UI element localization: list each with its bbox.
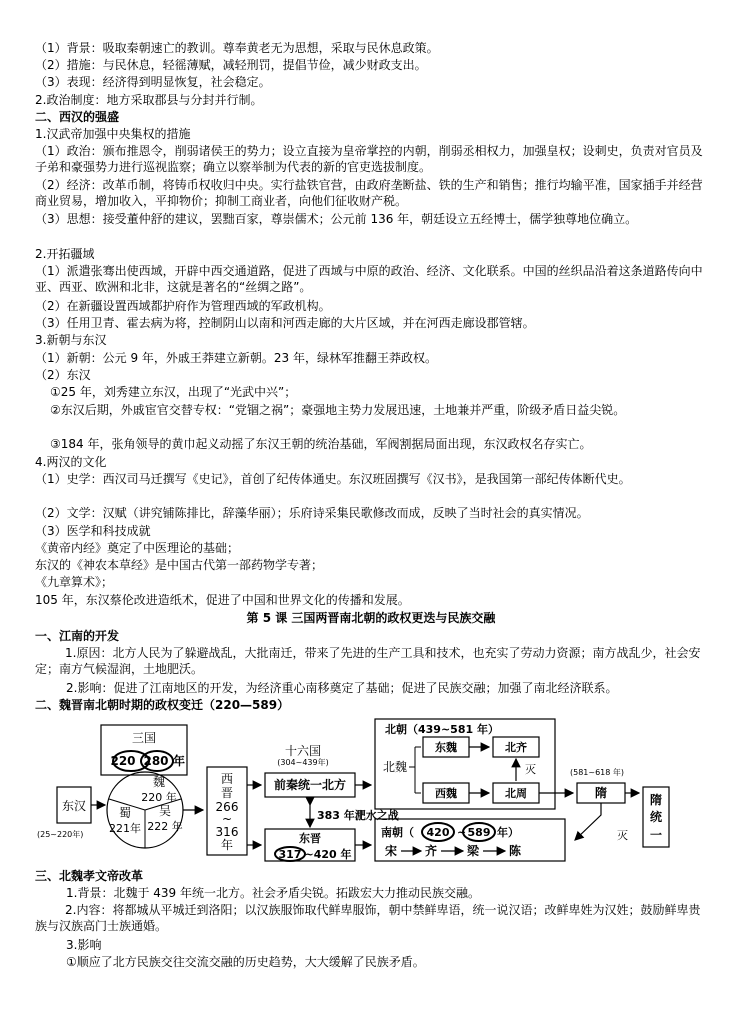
text-line: （2）措施：与民休息，轻徭薄赋，减轻刑罚，提倡节俭，减少财政支出。 bbox=[35, 58, 427, 72]
qi-label: 齐 bbox=[425, 844, 438, 858]
text-line: （3）医学和科技成就 bbox=[35, 524, 151, 538]
shiliuguo-label: 十六国 bbox=[284, 744, 322, 758]
nanchao-year-close: 年） bbox=[497, 826, 519, 839]
xijin-1: 西 bbox=[220, 772, 234, 786]
qianqin-label: 前秦统一北方 bbox=[273, 778, 347, 792]
year-280: 280 bbox=[143, 754, 169, 768]
text-line: 3.新朝与东汉 bbox=[35, 333, 107, 347]
text-line: 《九章算术》； bbox=[35, 575, 114, 589]
text-line: （2）在新疆设置西域都护府作为管理西域的军政机构。 bbox=[35, 299, 331, 313]
xijin-3: 266 bbox=[215, 800, 239, 814]
donghan-years: (25~220年) bbox=[37, 830, 84, 839]
text-line: 1.背景：北魏于 439 年统一北方。社会矛盾尖锐。拓跋宏大力推动民族交融。 bbox=[66, 886, 480, 900]
dongjin-end: ~420 年 bbox=[304, 848, 352, 861]
paragraph: 1.原因：北方人民为了躲避战乱，大批南迁，带来了先进的生产工具和技术，也充实了劳动力资源；南方战乱少，社会安定；南方气候湿润，土地肥沃。 bbox=[35, 646, 701, 676]
text-line: 1.汉武帝加强中央集权的措施 bbox=[35, 127, 191, 141]
xiwei-label: 西魏 bbox=[435, 787, 457, 800]
wei-label: 魏 bbox=[152, 775, 166, 789]
text-line: ①25 年，刘秀建立东汉，出现了“光武中兴”； bbox=[50, 385, 297, 399]
text-line: 2.政治制度：地方采取郡县与分封并行制。 bbox=[35, 93, 263, 107]
beiwei-label: 北魏 bbox=[383, 760, 408, 774]
text-line: 4.两汉的文化 bbox=[35, 455, 107, 469]
section-heading: 一、江南的开发 bbox=[35, 629, 120, 643]
sui-years: (581~618 年) bbox=[569, 768, 625, 777]
sui-unify-1: 隋 bbox=[649, 793, 663, 807]
liang-label: 梁 bbox=[467, 844, 480, 858]
year-420: 420 bbox=[426, 826, 450, 839]
sui-unify-3: 一 bbox=[649, 828, 663, 842]
xijin-6: 年 bbox=[220, 838, 234, 852]
nanchao-dash: ~ bbox=[457, 826, 467, 839]
paragraph: ②东汉后期，外戚宦官交替专权：“党锢之祸”；豪强地主势力发展迅速，土地兼并严重，阶级矛盾日益尖锐。 bbox=[50, 403, 626, 417]
sui-unify-2: 统 bbox=[649, 810, 663, 824]
wu-year: 222 年 bbox=[147, 820, 183, 833]
text-line: （3）表现：经济得到明显恢复，社会稳定。 bbox=[35, 75, 271, 89]
lesson-title: 第 5 课 三国两晋南北朝的政权更迭与民族交融 bbox=[246, 611, 496, 625]
mie-label-2: 灭 bbox=[617, 829, 628, 842]
xijin-5: 316 bbox=[215, 825, 239, 839]
text-line: 《黄帝内经》奠定了中医理论的基础； bbox=[35, 541, 240, 555]
dongwei-label: 东魏 bbox=[435, 741, 457, 754]
text-line: 2.影响：促进了江南地区的开发，为经济重心南移奠定了基础；促进了民族交融；加强了南北经济联系。 bbox=[66, 681, 618, 695]
text-line: ①顺应了北方民族交往交流交融的历史趋势，大大缓解了民族矛盾。 bbox=[66, 955, 425, 969]
xijin-2: 晋 bbox=[220, 786, 234, 800]
sui-label: 隋 bbox=[594, 786, 608, 800]
text-line: ③184 年，张角领导的黄巾起义动摇了东汉王朝的统治基础，军阀割据局面出现，东汉政权名存实亡。 bbox=[50, 437, 592, 451]
paragraph: （2）经济：改革币制，将铸币权收归中央。实行盐铁官营，由政府垄断盐、铁的生产和销售；推行均输平准，国家插手并经营商业贸易，增加收入，平抑物价；抑制工商业者，向他们征收财产税。 bbox=[35, 178, 703, 208]
section-heading: 三、北魏孝文帝改革 bbox=[35, 869, 144, 883]
year-589: 589 bbox=[467, 826, 491, 839]
text-line: （1）背景：吸取秦朝速亡的教训。尊奉黄老无为思想，采取与民休息政策。 bbox=[35, 41, 439, 55]
song-label: 宋 bbox=[385, 844, 398, 858]
beichao-label: 北朝（439~581 年） bbox=[385, 723, 499, 736]
donghan-label: 东汉 bbox=[61, 799, 87, 813]
feishui-label: 383 年淝水之战 bbox=[317, 809, 399, 822]
text-line: 东汉的《神农本草经》是中国古代第一部药物学专著； bbox=[35, 558, 324, 572]
wei-year: 220 年 bbox=[141, 791, 177, 804]
regime-change-diagram bbox=[35, 715, 707, 865]
beiqi-label: 北齐 bbox=[505, 741, 527, 754]
paragraph: （1）政治：颁布推恩令，削弱诸侯王的势力；设立直接为皇帝掌控的内朝，削弱丞相权力，加强皇权；设刺史，负责对官员及子弟和豪强势力进行巡视监察；确立以察举制为代表的新的官吏选拔制度。 bbox=[35, 144, 703, 174]
mie-label-1: 灭 bbox=[525, 763, 536, 776]
text-line: 2.开拓疆域 bbox=[35, 247, 95, 261]
year-317: 317 bbox=[278, 848, 302, 861]
paragraph: （3）思想：接受董仲舒的建议，罢黜百家，尊崇儒术；公元前 136 年，朝廷设立五经博士，儒学独尊地位确立。 bbox=[35, 212, 638, 226]
text-line: 3.影响 bbox=[66, 938, 102, 952]
chen-label: 陈 bbox=[509, 844, 522, 858]
beizhou-label: 北周 bbox=[505, 787, 527, 800]
text-line: （3）任用卫青、霍去病为将，控制阴山以南和河西走廊的大片区域，并在河西走廊设郡管辖。 bbox=[35, 316, 535, 330]
shiliuguo-years: (304~439年) bbox=[277, 758, 329, 767]
shu-year: 221年 bbox=[109, 822, 141, 835]
nanchao-label: 南朝（ bbox=[381, 826, 414, 839]
section-heading: 二、西汉的强盛 bbox=[35, 110, 120, 124]
wu-label: 吴 bbox=[158, 804, 172, 818]
section-heading: 二、魏晋南北朝时期的政权变迁（220—589） bbox=[35, 698, 290, 712]
paragraph: 2.内容：将都城从平城迁到洛阳；以汉族服饰取代鲜卑服饰，朝中禁鲜卑语，统一说汉语；改鲜卑姓为汉姓；鼓励鲜卑贵族与汉族高门士族通婚。 bbox=[35, 903, 701, 933]
text-line: （1）新朝：公元 9 年，外戚王莽建立新朝。23 年，绿林军推翻王莽政权。 bbox=[35, 351, 437, 365]
year-220: 220 bbox=[110, 754, 136, 768]
dongjin-label: 东晋 bbox=[299, 832, 321, 845]
year-suffix: 年 bbox=[172, 754, 186, 768]
text-line: 105 年，东汉蔡伦改进造纸术，促进了中国和世界文化的传播和发展。 bbox=[35, 593, 410, 607]
shu-label: 蜀 bbox=[118, 806, 132, 820]
paragraph: （1）史学：西汉司马迁撰写《史记》，首创了纪传体通史。东汉班固撰写《汉书》，是我国第一部纪传体断代史。 bbox=[35, 472, 631, 486]
paragraph: （1）派遣张骞出使西域，开辟中西交通道路，促进了西域与中原的政治、经济、文化联系。中国的丝织品沿着这条道路传向中亚、西亚、欧洲和北非，这就是著名的“丝绸之路”。 bbox=[35, 264, 703, 294]
text-line: （2）东汉 bbox=[35, 368, 91, 382]
sanguo-label: 三国 bbox=[131, 731, 157, 745]
xijin-4: ~ bbox=[221, 812, 233, 826]
text-line: （2）文学：汉赋（讲究铺陈排比，辞藻华丽）；乐府诗采集民歌修改而成，反映了当时社会的真实情况。 bbox=[35, 506, 589, 520]
